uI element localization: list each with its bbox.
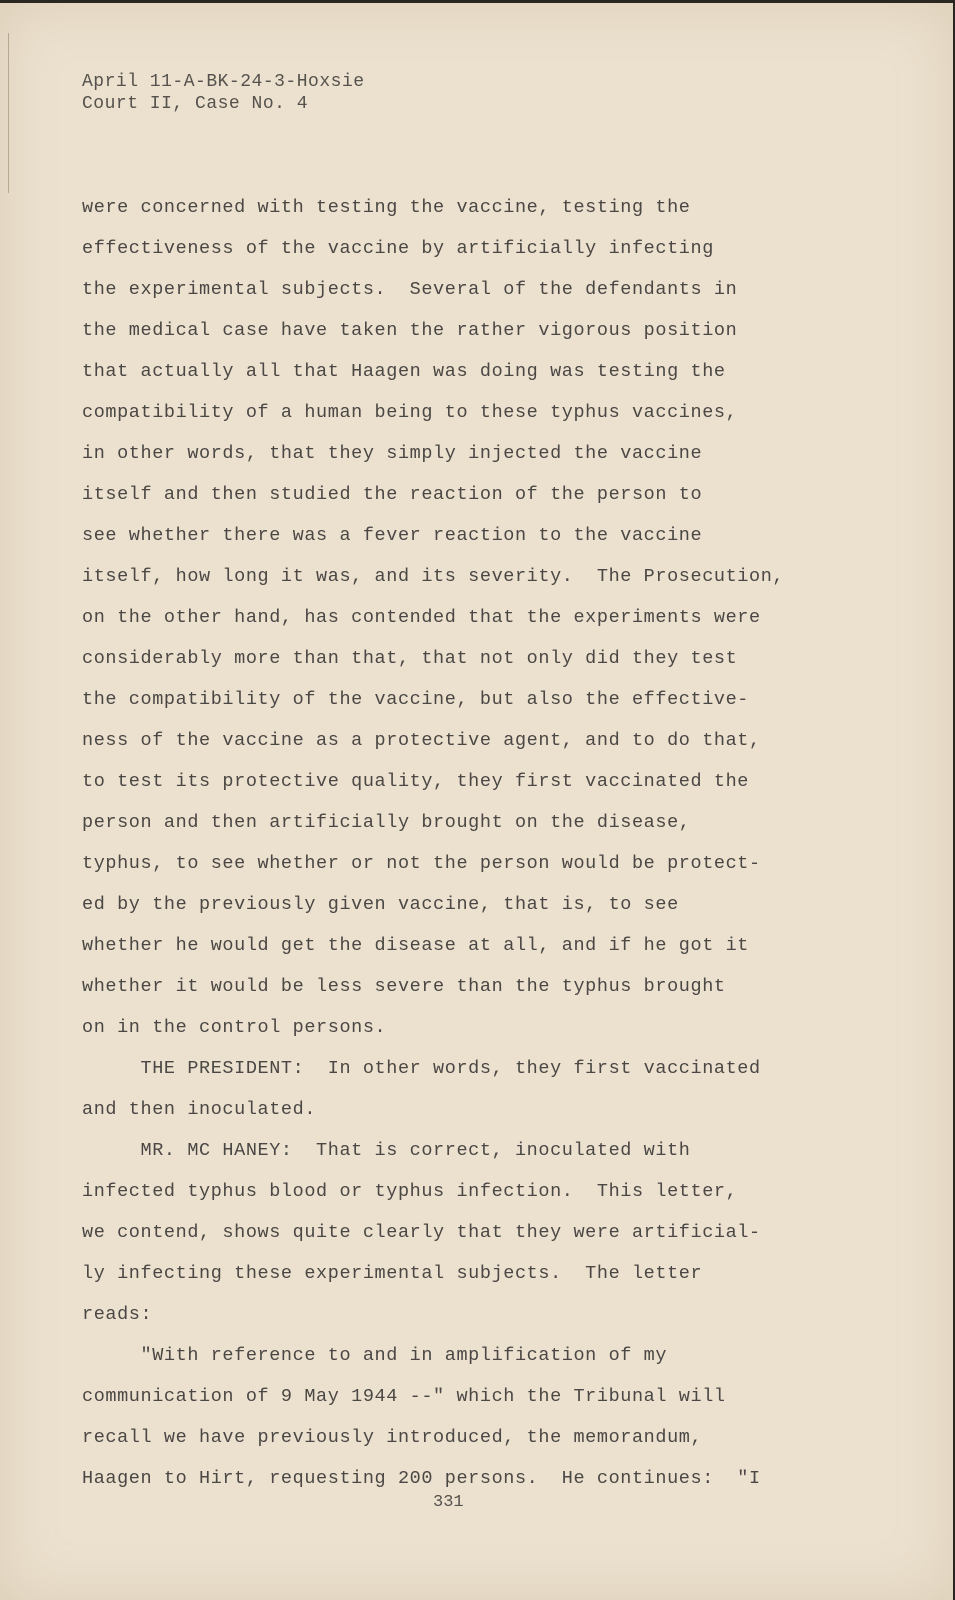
header-line-2: Court II, Case No. 4 [82, 94, 309, 114]
text-line: the compatibility of the vaccine, but also the effective- [82, 689, 750, 710]
text-line: considerably more than that, that not only did they test [82, 648, 738, 669]
text-line: see whether there was a fever reaction to the vaccine [82, 525, 703, 546]
transcript-body [82, 187, 882, 1499]
page-number: 331 [433, 1493, 464, 1512]
text-line: ness of the vaccine as a protective agent, and to do that, [82, 730, 761, 751]
margin-mark [8, 33, 9, 193]
text-line: compatibility of a human being to these typhus vaccines, [82, 402, 738, 423]
text-line: to test its protective quality, they first vaccinated the [82, 771, 750, 792]
text-line: Haagen to Hirt, requesting 200 persons. He continues: "I [82, 1468, 761, 1489]
text-line: itself and then studied the reaction of the person to [82, 484, 703, 505]
text-line: on the other hand, has contended that the experiments were [82, 607, 761, 628]
document-page [0, 3, 953, 1600]
text-line: whether it would be less severe than the typhus brought [82, 976, 726, 997]
document-header [82, 71, 365, 115]
text-line: reads: [82, 1304, 153, 1325]
text-line: in other words, that they simply injected the vaccine [82, 443, 703, 464]
text-line: the experimental subjects. Several of the defendants in [82, 279, 738, 300]
text-line: communication of 9 May 1944 --" which the Tribunal will [82, 1386, 726, 1407]
text-line: we contend, shows quite clearly that they were artificial- [82, 1222, 761, 1243]
text-line: itself, how long it was, and its severity. The Prosecution, [82, 566, 785, 587]
text-line: typhus, to see whether or not the person would be protect- [82, 853, 761, 874]
text-line: that actually all that Haagen was doing was testing the [82, 361, 726, 382]
text-line: the medical case have taken the rather vigorous position [82, 320, 738, 341]
text-line: whether he would get the disease at all, and if he got it [82, 935, 750, 956]
text-line: effectiveness of the vaccine by artificially infecting [82, 238, 714, 259]
text-line: and then inoculated. [82, 1099, 317, 1120]
header-line-1: April 11-A-BK-24-3-Hoxsie [82, 72, 365, 92]
text-line: on in the control persons. [82, 1017, 387, 1038]
text-line: ly infecting these experimental subjects. The letter [82, 1263, 703, 1284]
text-line: recall we have previously introduced, the memorandum, [82, 1427, 703, 1448]
text-line: ed by the previously given vaccine, that is, to see [82, 894, 679, 915]
text-line: THE PRESIDENT: In other words, they first vaccinated [82, 1058, 761, 1079]
text-line: person and then artificially brought on the disease, [82, 812, 691, 833]
text-line: were concerned with testing the vaccine, testing the [82, 197, 691, 218]
text-line: infected typhus blood or typhus infection. This letter, [82, 1181, 738, 1202]
text-line: "With reference to and in amplification of my [82, 1345, 668, 1366]
text-line: MR. MC HANEY: That is correct, inoculated with [82, 1140, 691, 1161]
